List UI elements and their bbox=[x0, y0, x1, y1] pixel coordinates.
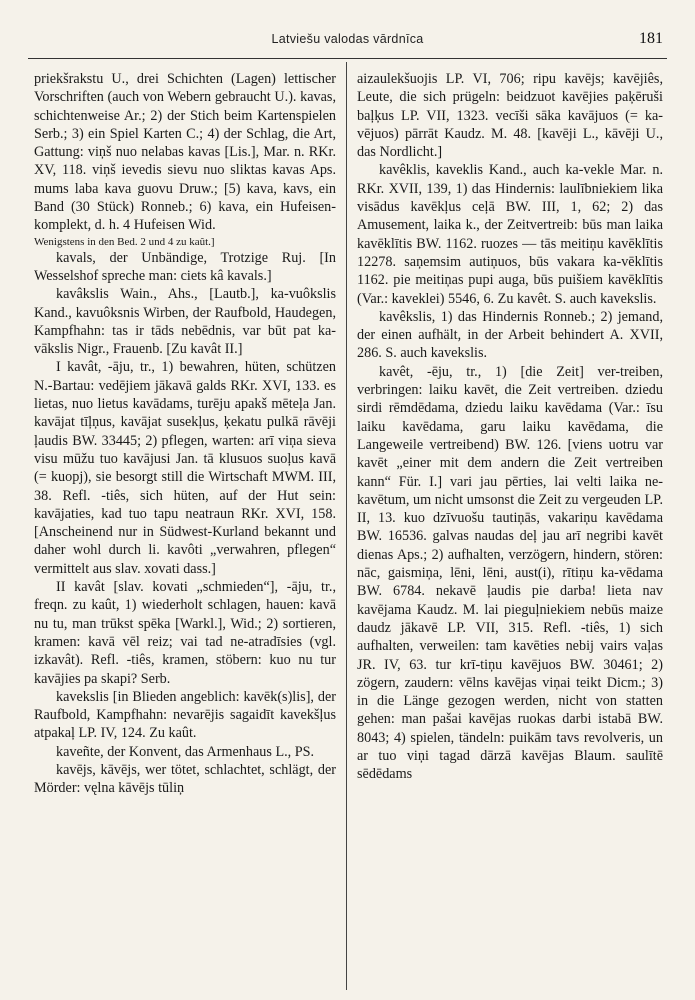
entry-kavat-1: I kavât, -āju, tr., 1) bewahren, hüten, schützen N.-Bartau: vedējiem jākavā galds RKr. XVI, 133. es lietas, nuo lietus kavādams, turēju apakš mēteļa Jan. kavājat tīļņus, kavājat susekļus, ķekatu pulkā rāvēji ļaudis BW. 33445; 2) pflegen, warten: arī viņa sieva visu mūžu tuo kavājusi Jan. tā klusuos suoļus kavā (= kuopj), sie besorgt still die Wirtschaft MWM. III, 38. Refl. -tiês, sich hüten, auf der Hut sein: kavājaties, kad tuo tapu neatraun RKr. XVI, 158. [Anscheinend nur in Südwest-Kurland bekannt und daher wohl durch li. kavôti „verwahren, pflegen“ vermittelt aus slav. xovati dass.] bbox=[34, 359, 336, 577]
page-header bbox=[28, 32, 667, 54]
entry-continuation-kavejs: aizaulekšuojis LP. VI, 706; ripu kavējs; kavējiês, Leute, die sich prügeln: beidzuot kavējies paķēruši baļķus LP. VII, 1323. vecīši sāka kavājuos (= ka-vējuos) pārrāt Kaudz. M. 48. [kavēji L., kāvēji U., das Nordlicht.] bbox=[357, 71, 663, 161]
column-divider bbox=[346, 62, 347, 990]
running-title: Latviešu valodas vārdnīca bbox=[271, 32, 424, 46]
entry-kavente: kaveñte, der Konvent, das Armenhaus L., PS. bbox=[56, 743, 315, 760]
etymology-note: Wenigstens in den Bed. 2 und 4 zu kaût.] bbox=[34, 235, 215, 248]
page-number: 181 bbox=[639, 30, 663, 47]
entry-kaveklis: kavêklis, kaveklis Kand., auch ka-vekle Mar. n. RKr. XVII, 139, 1) das Hindernis: laulībniekiem lika visādus kavēkļus ceļā BW. III, 1, 62; 2) das Amusement, laika k., der Zeitvertreib: būs man laika kavēklītis BW. 1162. ruozes — tās meitiņu kavēklītis 12278. saņemsim autiņuos, būs vakara ka-vēklītis 1162. pie meitiņas pupi auga, būs puišiem kavēklītis (Var.: kaveklei) 5546, 6. Zu kavêt. S. auch kavekslis. bbox=[357, 162, 663, 307]
entry-kavet: kavêt, -ēju, tr., 1) [die Zeit] ver-treiben, verbringen: laiku kavēt, die Zeit vertreiben. dziedu sirdi rēmdēdama, dziedu laiku kavēdama (Var.: īsu laiku kavēdama, garu laiku kavēdama, die Langeweile vertreibend) BW. 126. [viens uotru var kavēt „einer mit dem andern die Zeit vertreiben kann“ Für. I.] vari jau pērties, lai velti laika ne-kavētum, um nicht umsonst die Zeit zu vergeuden LP. II, 13. kuo dzīvuošu tautiņās, vakariņu kavēdama BW. 16536. galvas naudas deļ jau arī negribi kavēt dienas Aps.; 2) aufhalten, verzögern, hindern, stören: nāc, gaismiņa, lēni, lēni, aust(i), rītiņu ka-vēdama BW. 6784. nekavē ļaudis pie darba! lieta nav kavējama Kaudz. M. lai pieguļniekiem nebūs maize daudz jākavē LP. VII, 315. Refl. -tiês, 1) sich aufhalten, verweilen: tam kavēties nebij vairs vaļas JR. IV, 63. tur krī-tiņu kavējuos BW. 30461; 2) zögern, zaudern: vēlns kavējas viņai teikt Dicm.; 3) in die Länge gezogen werden, nicht von statten gehen: man pašai kavējas ruokas darbi istabā BW. 8043; 4) spielen, tändeln: puikām tavs revolveris, un ar tuo viņi tagad dārzā kavējas Blaum. saulītē sēdēdams bbox=[357, 363, 663, 783]
header-rule bbox=[28, 58, 667, 59]
entry-kavejs: kavējs, kāvējs, wer tötet, schlachtet, schlägt, der Mörder: vęlna kāvējs tūliņ bbox=[34, 761, 336, 797]
entry-continuation-kava: priekšrakstu U., drei Schichten (Lagen) lettischer Vorschriften (auch von Webern gebraucht U.). kavas, schichtenweise Ar.; 2) der Stich beim Kartenspielen Serb.; 3) ein Spiel Karten C.; 4) der Schlag, die Art, Gattung: viņš nuo nelabas kavas [Lis.], Mar. n. RKr. XV, 118. viņš ievedis sievu nuo sliktas kavas Aps. mums laba kava guovu Druw.; [5) kava, kavs, ein Band (30 Stück) Ronneb.; 6) kava, ein Hufeisen-komplekt, d. h. 4 Hufeisen Wid. bbox=[34, 71, 336, 234]
entry-kaveklsis: kavêkslis, 1) das Hindernis Ronneb.; 2) jemand, der einen aufhält, in der Arbeit behindert A. XVII, 286. S. auch kavekslis. bbox=[357, 308, 663, 362]
right-column bbox=[357, 70, 663, 784]
entry-kavekslis: kavekslis [in Blieden angeblich: kavēk(s)lis], der Raufbold, Kampfhahn: nevarējis sagaidīt kavekšļus atpakaļ LP. IV, 124. Zu kaût. bbox=[34, 688, 336, 742]
entry-kavakslis: kavâkslis Wain., Ahs., [Lautb.], ka-vuôkslis Kand., kavuôksnis Wirben, der Raufbold, Haudegen, Kampfhahn: tas ir tāds nebēdnis, var būt pat ka-vākslis Nigr., Frauenb. [Zu kavât II.] bbox=[34, 286, 336, 358]
entry-kavat-2: II kavât [slav. kovati „schmieden“], -āju, tr., freqn. zu kaût, 1) wiederholt schlagen, hauen: kavā nu tu, man trūkst spēka [Warkl.], Wid.; 2) sortieren, kramen: kavā vēl reiz; vai tad ne-atradīsies (vgl. izkavât). Refl. -tiês, kramen, stöbern: kuo nu tur kavājies pa skapi? Serb. bbox=[34, 579, 336, 687]
left-column bbox=[34, 70, 336, 798]
entry-kavals: kavals, der Unbändige, Trotzige Ruj. [In Wesselshof spreche man: ciets kâ kavals.] bbox=[34, 249, 336, 284]
